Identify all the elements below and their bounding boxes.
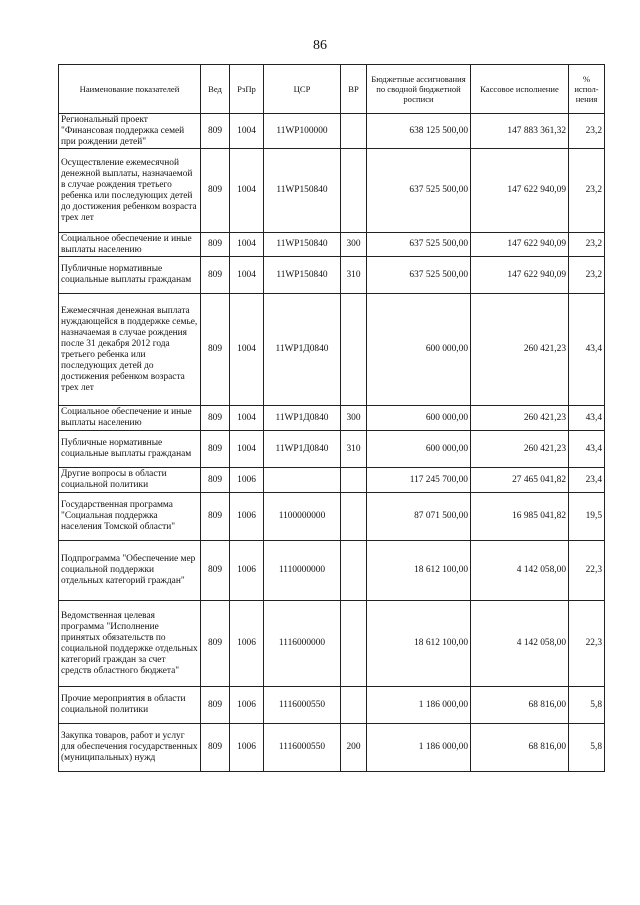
cell-percent: 23,4 bbox=[569, 468, 605, 493]
header-csr: ЦСР bbox=[264, 65, 341, 114]
table-row bbox=[59, 493, 605, 541]
cell-assignments: 1 186 000,00 bbox=[367, 724, 471, 772]
table-row bbox=[59, 406, 605, 431]
cell-name: Закупка товаров, работ и услуг для обеспечения государственных (муниципальных) нужд bbox=[59, 724, 201, 772]
cell-rzpr: 1006 bbox=[230, 687, 264, 724]
cell-cash: 260 421,23 bbox=[471, 406, 569, 431]
cell-vr bbox=[341, 493, 367, 541]
cell-csr: 1100000000 bbox=[264, 493, 341, 541]
cell-csr: 11WP1Д0840 bbox=[264, 431, 341, 468]
cell-name: Подпрограмма "Обеспечение мер социальной поддержки отдельных категорий граждан" bbox=[59, 541, 201, 601]
cell-cash: 147 622 940,09 bbox=[471, 233, 569, 257]
cell-assignments: 117 245 700,00 bbox=[367, 468, 471, 493]
header-name: Наименование показателей bbox=[59, 65, 201, 114]
cell-csr: 11WP150840 bbox=[264, 149, 341, 233]
cell-percent: 23,2 bbox=[569, 257, 605, 294]
cell-assignments: 87 071 500,00 bbox=[367, 493, 471, 541]
cell-vr: 310 bbox=[341, 257, 367, 294]
cell-percent: 23,2 bbox=[569, 233, 605, 257]
cell-rzpr: 1006 bbox=[230, 541, 264, 601]
cell-vr bbox=[341, 294, 367, 406]
header-assignments: Бюджетные ассигнования по сводной бюджетной росписи bbox=[367, 65, 471, 114]
cell-csr: 11WP1Д0840 bbox=[264, 294, 341, 406]
cell-percent: 5,8 bbox=[569, 724, 605, 772]
cell-name: Ведомственная целевая программа "Исполнение принятых обязательств по социальной поддержке отдельных категорий граждан за счет средств областного бюджета" bbox=[59, 601, 201, 687]
cell-cash: 260 421,23 bbox=[471, 431, 569, 468]
cell-percent: 43,4 bbox=[569, 294, 605, 406]
cell-assignments: 638 125 500,00 bbox=[367, 114, 471, 149]
cell-rzpr: 1006 bbox=[230, 724, 264, 772]
cell-ved: 809 bbox=[201, 294, 230, 406]
cell-vr bbox=[341, 687, 367, 724]
cell-name: Ежемесячная денежная выплата нуждающейся в поддержке семье, назначаемая в случае рождения после 31 декабря 2012 года третьего ребенка или последующих детей до достижения ребенком возраста трех лет bbox=[59, 294, 201, 406]
cell-csr: 1116000000 bbox=[264, 601, 341, 687]
cell-assignments: 600 000,00 bbox=[367, 431, 471, 468]
cell-cash: 4 142 058,00 bbox=[471, 541, 569, 601]
table-row bbox=[59, 468, 605, 493]
cell-cash: 68 816,00 bbox=[471, 687, 569, 724]
cell-rzpr: 1004 bbox=[230, 149, 264, 233]
cell-cash: 27 465 041,82 bbox=[471, 468, 569, 493]
cell-cash: 16 985 041,82 bbox=[471, 493, 569, 541]
cell-assignments: 637 525 500,00 bbox=[367, 233, 471, 257]
cell-rzpr: 1004 bbox=[230, 233, 264, 257]
cell-percent: 43,4 bbox=[569, 431, 605, 468]
cell-cash: 68 816,00 bbox=[471, 724, 569, 772]
cell-rzpr: 1006 bbox=[230, 468, 264, 493]
table-row bbox=[59, 149, 605, 233]
cell-ved: 809 bbox=[201, 406, 230, 431]
cell-rzpr: 1004 bbox=[230, 114, 264, 149]
budget-execution-table bbox=[58, 64, 605, 772]
cell-name: Осуществление ежемесячной денежной выплаты, назначаемой в случае рождения третьего ребенка или последующих детей до достижения ребенком возраста трех лет bbox=[59, 149, 201, 233]
cell-rzpr: 1004 bbox=[230, 406, 264, 431]
cell-percent: 22,3 bbox=[569, 541, 605, 601]
cell-name: Публичные нормативные социальные выплаты гражданам bbox=[59, 257, 201, 294]
cell-csr: 11WP150840 bbox=[264, 257, 341, 294]
cell-vr: 310 bbox=[341, 431, 367, 468]
table-row bbox=[59, 114, 605, 149]
cell-cash: 4 142 058,00 bbox=[471, 601, 569, 687]
table-header-row bbox=[59, 65, 605, 114]
table-row bbox=[59, 541, 605, 601]
cell-vr: 300 bbox=[341, 233, 367, 257]
cell-assignments: 18 612 100,00 bbox=[367, 541, 471, 601]
cell-ved: 809 bbox=[201, 493, 230, 541]
cell-percent: 23,2 bbox=[569, 114, 605, 149]
header-cash-execution: Кассовое исполнение bbox=[471, 65, 569, 114]
cell-percent: 23,2 bbox=[569, 149, 605, 233]
cell-name: Публичные нормативные социальные выплаты гражданам bbox=[59, 431, 201, 468]
cell-ved: 809 bbox=[201, 257, 230, 294]
page-number: 86 bbox=[313, 38, 327, 53]
cell-csr: 11WP1Д0840 bbox=[264, 406, 341, 431]
header-vr: ВР bbox=[341, 65, 367, 114]
cell-name: Социальное обеспечение и иные выплаты населению bbox=[59, 406, 201, 431]
cell-rzpr: 1004 bbox=[230, 257, 264, 294]
cell-vr bbox=[341, 601, 367, 687]
cell-percent: 19,5 bbox=[569, 493, 605, 541]
table-row bbox=[59, 601, 605, 687]
cell-percent: 22,3 bbox=[569, 601, 605, 687]
cell-assignments: 600 000,00 bbox=[367, 406, 471, 431]
cell-assignments: 600 000,00 bbox=[367, 294, 471, 406]
table-row bbox=[59, 233, 605, 257]
table-row bbox=[59, 724, 605, 772]
cell-assignments: 637 525 500,00 bbox=[367, 257, 471, 294]
cell-name: Социальное обеспечение и иные выплаты населению bbox=[59, 233, 201, 257]
cell-ved: 809 bbox=[201, 468, 230, 493]
cell-csr: 1116000550 bbox=[264, 687, 341, 724]
cell-csr: 1110000000 bbox=[264, 541, 341, 601]
cell-csr: 1116000550 bbox=[264, 724, 341, 772]
cell-vr bbox=[341, 468, 367, 493]
cell-name: Прочие мероприятия в области социальной политики bbox=[59, 687, 201, 724]
cell-ved: 809 bbox=[201, 687, 230, 724]
table-row bbox=[59, 431, 605, 468]
cell-cash: 147 883 361,32 bbox=[471, 114, 569, 149]
cell-vr bbox=[341, 149, 367, 233]
cell-ved: 809 bbox=[201, 601, 230, 687]
table-row bbox=[59, 687, 605, 724]
table-row bbox=[59, 294, 605, 406]
cell-csr: 11WP150840 bbox=[264, 233, 341, 257]
header-rzpr: РзПр bbox=[230, 65, 264, 114]
cell-ved: 809 bbox=[201, 233, 230, 257]
cell-name: Государственная программа "Социальная поддержка населения Томской области" bbox=[59, 493, 201, 541]
cell-ved: 809 bbox=[201, 541, 230, 601]
cell-assignments: 637 525 500,00 bbox=[367, 149, 471, 233]
cell-ved: 809 bbox=[201, 431, 230, 468]
cell-csr: 11WP100000 bbox=[264, 114, 341, 149]
cell-assignments: 18 612 100,00 bbox=[367, 601, 471, 687]
cell-cash: 147 622 940,09 bbox=[471, 257, 569, 294]
cell-name: Региональный проект "Финансовая поддержка семей при рождении детей" bbox=[59, 114, 201, 149]
cell-cash: 260 421,23 bbox=[471, 294, 569, 406]
cell-rzpr: 1004 bbox=[230, 294, 264, 406]
cell-vr: 200 bbox=[341, 724, 367, 772]
cell-percent: 43,4 bbox=[569, 406, 605, 431]
cell-vr bbox=[341, 114, 367, 149]
header-ved: Вед bbox=[201, 65, 230, 114]
cell-ved: 809 bbox=[201, 724, 230, 772]
cell-assignments: 1 186 000,00 bbox=[367, 687, 471, 724]
table-row bbox=[59, 257, 605, 294]
cell-name: Другие вопросы в области социальной политики bbox=[59, 468, 201, 493]
cell-rzpr: 1006 bbox=[230, 493, 264, 541]
cell-rzpr: 1006 bbox=[230, 601, 264, 687]
cell-cash: 147 622 940,09 bbox=[471, 149, 569, 233]
cell-vr bbox=[341, 541, 367, 601]
cell-vr: 300 bbox=[341, 406, 367, 431]
cell-ved: 809 bbox=[201, 149, 230, 233]
cell-percent: 5,8 bbox=[569, 687, 605, 724]
header-percent: % испол- нения bbox=[569, 65, 605, 114]
cell-ved: 809 bbox=[201, 114, 230, 149]
cell-csr bbox=[264, 468, 341, 493]
cell-rzpr: 1004 bbox=[230, 431, 264, 468]
